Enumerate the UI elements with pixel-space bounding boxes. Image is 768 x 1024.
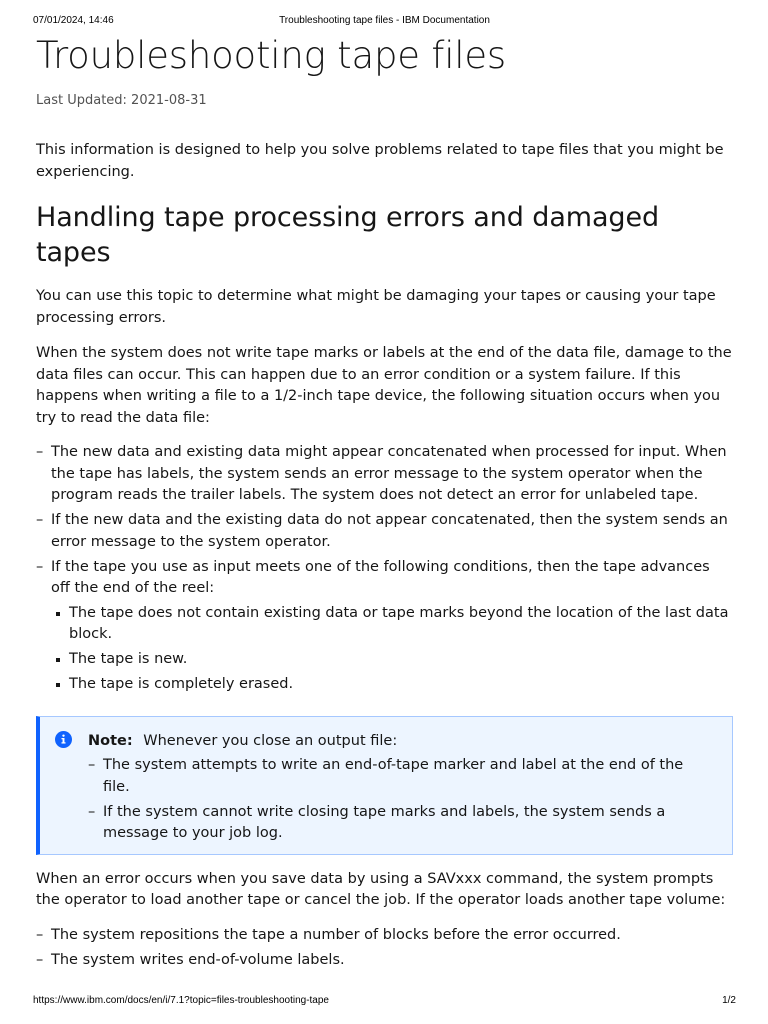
article (36, 32, 733, 975)
list-item (36, 557, 733, 696)
info-icon (55, 731, 72, 748)
note-box (36, 716, 733, 855)
print-footer (33, 995, 736, 1009)
print-datetime: 07/01/2024, 14:46 (33, 15, 114, 26)
note-list-item: – If the system cannot write closing tape marks and labels, the system sends a message to your job log. (88, 802, 712, 845)
note-list (88, 755, 712, 845)
list-item-text: If the tape you use as input meets one of the following conditions, then the tape advances off the end of the reel: (51, 558, 710, 596)
note-label: Note: (88, 732, 133, 749)
list-item: – If the new data and the existing data do not appear concatenated, then the system sends an error message to the system operator. (36, 510, 733, 553)
note-list-item: – The system attempts to write an end-of-tape marker and label at the end of the file. (88, 755, 712, 798)
page-title: Troubleshooting tape files (36, 34, 507, 77)
intro-paragraph: This information is designed to help you solve problems related to tape files that you might be experiencing. (36, 142, 724, 180)
sublist-item: The tape does not contain existing data or tape marks beyond the location of the last data block. (51, 603, 733, 646)
sublist-item: The tape is completely erased. (51, 674, 733, 696)
section-paragraph-1: You can use this topic to determine what might be damaging your tapes or causing your tape processing errors. (36, 288, 716, 326)
list-item: – The system repositions the tape a number of blocks before the error occurred. (36, 925, 733, 947)
list-item: – The system writes end-of-volume labels. (36, 950, 733, 972)
list-item: – The new data and existing data might appear concatenated when processed for input. When the tape has labels, the system sends an error message to the system operator when the program reads the trailer labels. The system does not detect an error for unlabeled tape. (36, 442, 733, 507)
note-heading (88, 731, 712, 753)
print-header (33, 15, 736, 29)
note-text: Whenever you close an output file: (143, 732, 398, 749)
condition-sublist (51, 603, 733, 696)
page-number: 1/2 (722, 995, 736, 1006)
section-heading: Handling tape processing errors and damaged tapes (36, 202, 660, 268)
sublist-item: The tape is new. (51, 649, 733, 671)
situation-list (36, 442, 733, 696)
section-paragraph-2: When the system does not write tape marks or labels at the end of the data file, damage to the data files can occur. This can happen due to an error condition or a system failure. If this happens when writing a file to a 1/2-inch tape device, the following situation occurs when you try to read the data file: (36, 345, 732, 426)
page-url: https://www.ibm.com/docs/en/i/7.1?topic=files-troubleshooting-tape (33, 995, 329, 1006)
last-updated: Last Updated: 2021-08-31 (36, 93, 207, 108)
tape-volume-list (36, 925, 733, 972)
section-paragraph-3: When an error occurs when you save data by using a SAVxxx command, the system prompts the operator to load another tape or cancel the job. If the operator loads another tape volume: (36, 870, 726, 908)
note-body (88, 731, 712, 849)
print-page-title: Troubleshooting tape files - IBM Documentation (279, 15, 490, 26)
